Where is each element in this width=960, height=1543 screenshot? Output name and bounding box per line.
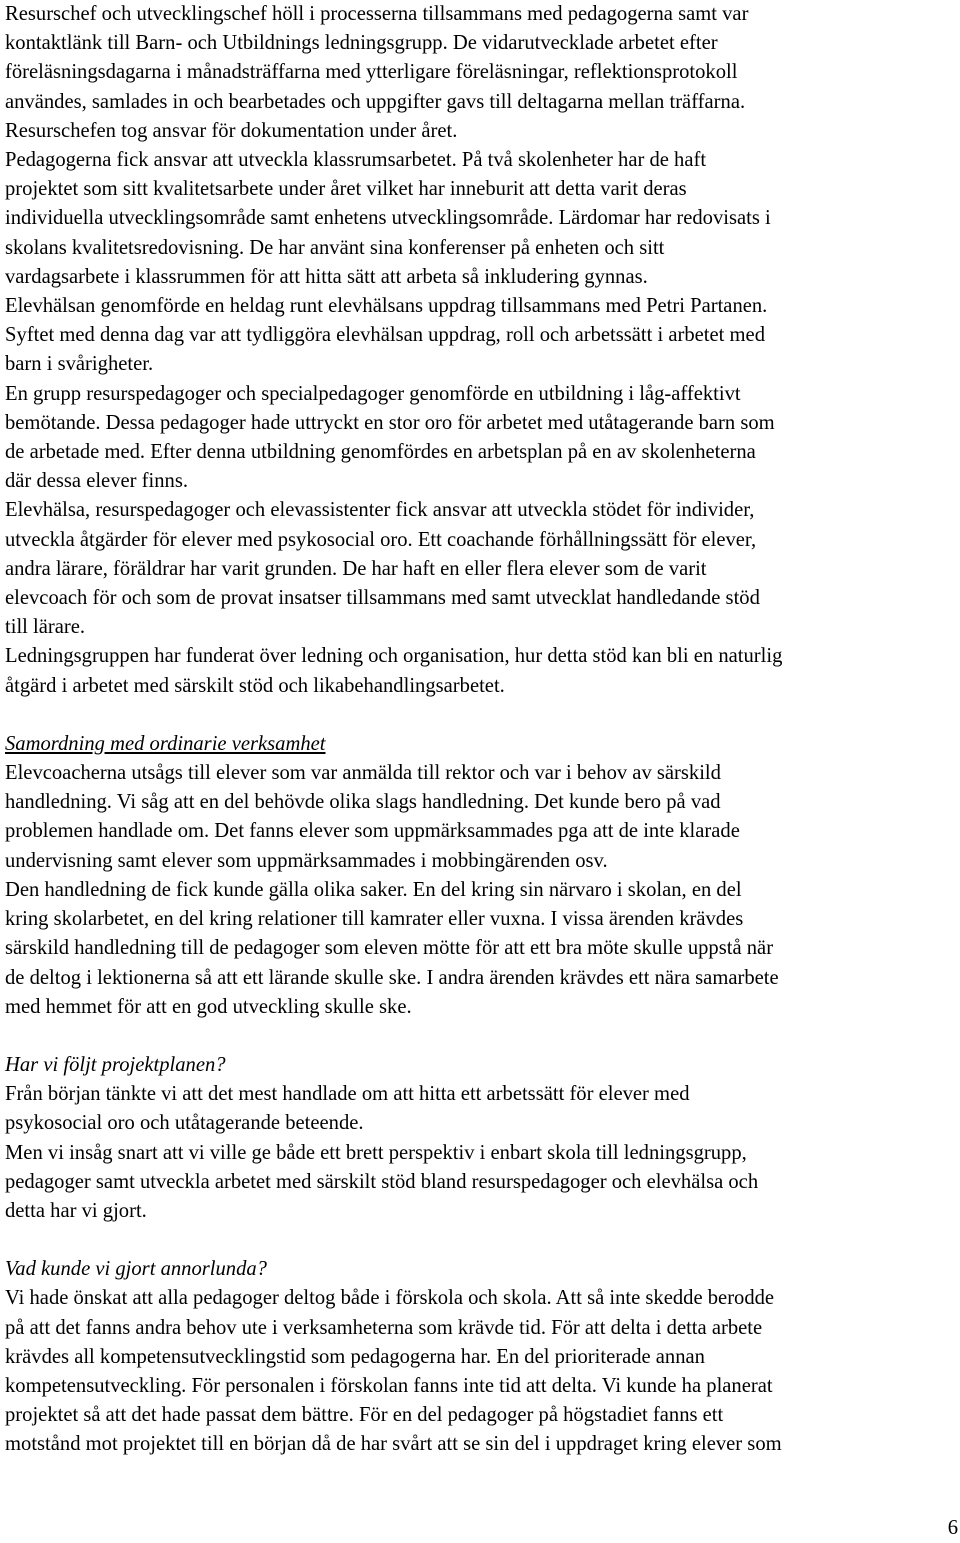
text-line: där dessa elever finns. — [5, 470, 188, 493]
text-line: individuella utvecklingsområde samt enhetens utvecklingsområde. Lärdomar har redovisats i — [5, 207, 771, 230]
text-line: Från början tänkte vi att det mest handlade om att hitta ett arbetssätt för elever med — [5, 1083, 690, 1106]
projektplan-section — [5, 1051, 960, 1226]
section-heading-projektplan: Har vi följt projektplanen? — [5, 1053, 226, 1076]
text-line: Elevhälsa, resurspedagoger och elevassistenter fick ansvar att utveckla stödet för individer, — [5, 499, 755, 522]
text-line: Pedagogerna fick ansvar att utveckla klassrumsarbetet. På två skolenheter har de haft — [5, 149, 707, 172]
projektplan-paragraph — [5, 1080, 960, 1226]
section-gap — [5, 1022, 960, 1051]
text-line: detta har vi gjort. — [5, 1199, 147, 1222]
text-line: Elevhälsan genomförde en heldag runt elevhälsans uppdrag tillsammans med Petri Partanen. — [5, 295, 768, 318]
text-line: elevcoach för och som de provat insatser tillsammans med samt utvecklat handledande stöd — [5, 587, 760, 610]
text-line: användes, samlades in och bearbetades och uppgifter gavs till deltagarna mellan träffarna. — [5, 90, 746, 113]
text-line: problemen handlade om. Det fanns elever som uppmärksammades pga att de inte klarade — [5, 820, 740, 843]
document-page — [5, 0, 960, 1460]
text-line: vardagsarbete i klassrummen för att hitta sätt att arbeta så inkludering gynnas. — [5, 265, 648, 288]
text-line: Elevcoacherna utsågs till elever som var anmälda till rektor och var i behov av särskild — [5, 762, 721, 785]
text-line: kontaktlänk till Barn- och Utbildnings ledningsgrupp. De vidarutvecklade arbetet efter — [5, 32, 718, 55]
text-line: föreläsningsdagarna i månadsträffarna med ytterligare föreläsningar, reflektionsprotokoll — [5, 61, 738, 84]
text-line: de arbetade med. Efter denna utbildning genomfördes en arbetsplan på en av skolenheterna — [5, 441, 756, 464]
text-line: handledning. Vi såg att en del behövde olika slags handledning. Det kunde bero på vad — [5, 791, 721, 814]
text-line: de deltog i lektionerna så att ett lärande skulle ske. I andra ärenden krävdes ett nära samarbete — [5, 966, 779, 989]
intro-section — [5, 0, 960, 701]
text-line: särskild handledning till de pedagoger som eleven mötte för att ett bra möte skulle uppstå när — [5, 937, 774, 960]
text-line: åtgärd i arbetet med särskilt stöd och likabehandlingsarbetet. — [5, 674, 505, 697]
text-line: En grupp resurspedagoger och specialpedagoger genomförde en utbildning i låg-affektivt — [5, 382, 741, 405]
section-gap — [5, 1226, 960, 1255]
samordning-section — [5, 730, 960, 1022]
text-line: Vi hade önskat att alla pedagoger deltog både i förskola och skola. Att så inte skedde berodde — [5, 1287, 775, 1310]
text-line: projektet så att det hade passat dem bättre. För en del pedagoger på högstadiet fanns ett — [5, 1404, 724, 1427]
section-heading-samordning: Samordning med ordinarie verksamhet — [5, 732, 326, 755]
text-line: på att det fanns andra behov ute i verksamheterna som krävde tid. För att delta i detta arbete — [5, 1316, 763, 1339]
section-heading-annorlunda: Vad kunde vi gjort annorlunda? — [5, 1258, 267, 1281]
text-line: Resurschef och utvecklingschef höll i processerna tillsammans med pedagogerna samt var — [5, 3, 749, 25]
annorlunda-paragraph — [5, 1284, 960, 1459]
text-line: kring skolarbetet, en del kring relationer till kamrater eller vuxna. I vissa ärenden krävdes — [5, 908, 744, 931]
text-line: med hemmet för att en god utveckling skulle ske. — [5, 995, 412, 1018]
text-line: Den handledning de fick kunde gälla olika saker. En del kring sin närvaro i skolan, en del — [5, 878, 742, 901]
text-line: bemötande. Dessa pedagoger hade uttryckt en stor oro för arbetet med utåtagerande barn som — [5, 411, 775, 434]
text-line: krävdes all kompetensutvecklingstid som pedagogerna har. En del prioriterade annan — [5, 1345, 705, 1368]
text-line: undervisning samt elever som uppmärksammades i mobbingärenden osv. — [5, 849, 608, 872]
text-line: Men vi insåg snart att vi ville ge både ett brett perspektiv i enbart skola till ledningsgrupp, — [5, 1141, 747, 1164]
text-line: kompetensutveckling. För personalen i förskolan fanns inte tid att delta. Vi kunde ha planerat — [5, 1374, 773, 1397]
text-line: Ledningsgruppen har funderat över ledning och organisation, hur detta stöd kan bli en naturlig — [5, 645, 783, 668]
text-line: skolans kvalitetsredovisning. De har använt sina konferenser på enheten och sitt — [5, 236, 665, 259]
annorlunda-section — [5, 1255, 960, 1459]
text-line: till lärare. — [5, 616, 86, 639]
section-gap — [5, 701, 960, 730]
text-line: utveckla åtgärder för elever med psykosocial oro. Ett coachande förhållningssätt för elever, — [5, 528, 757, 551]
text-line: psykosocial oro och utåtagerande beteende. — [5, 1112, 364, 1135]
text-line: pedagoger samt utveckla arbetet med särskilt stöd bland resurspedagoger och elevhälsa och — [5, 1170, 759, 1193]
text-line: motstånd mot projektet till en början då de har svårt att se sin del i uppdraget kring elever som — [5, 1433, 782, 1456]
text-line: barn i svårigheter. — [5, 353, 154, 376]
text-line: Resurschefen tog ansvar för dokumentation under året. — [5, 119, 458, 142]
intro-paragraph — [5, 0, 960, 701]
text-line: projektet som sitt kvalitetsarbete under året vilket har inneburit att detta varit deras — [5, 178, 687, 201]
text-line: Syftet med denna dag var att tydliggöra elevhälsan uppdrag, roll och arbetssätt i arbetet med — [5, 324, 765, 347]
text-line: andra lärare, föräldrar har varit grunden. De har haft en eller flera elever som de varit — [5, 557, 707, 580]
samordning-paragraph — [5, 759, 960, 1022]
page-number: 6 — [947, 1517, 958, 1539]
